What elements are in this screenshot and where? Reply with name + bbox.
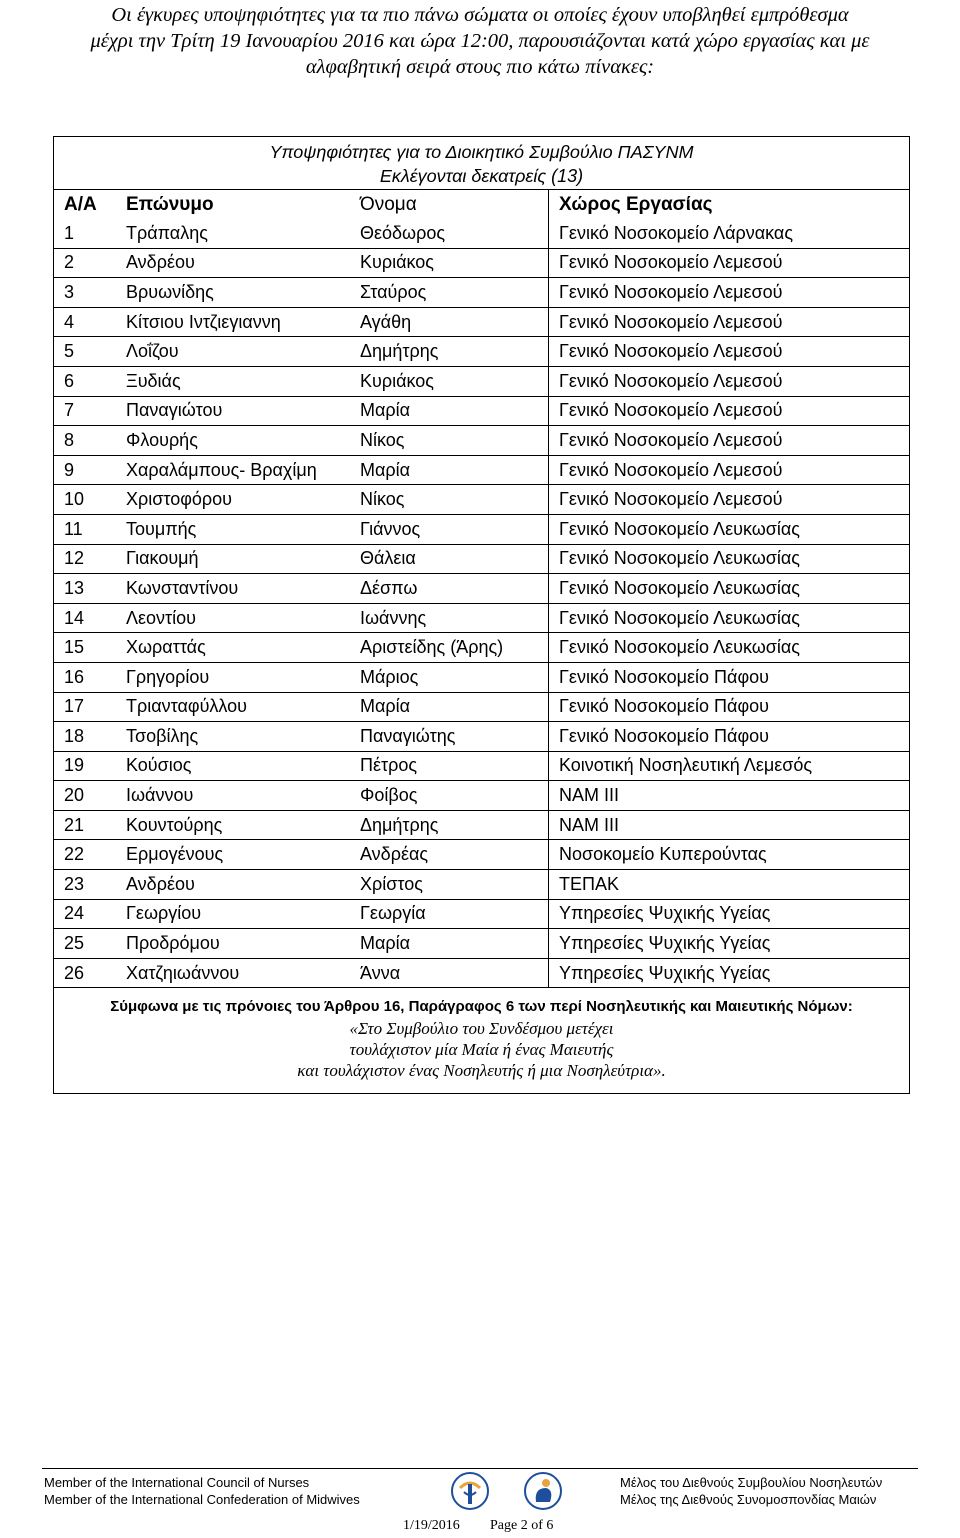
- table-caption: [54, 137, 909, 190]
- row-number: 14: [54, 603, 126, 633]
- row-name: Άννα: [360, 958, 549, 987]
- row-workplace: Γενικό Νοσοκομείο Λεμεσού: [549, 426, 910, 456]
- row-surname: Κωνσταντίνου: [126, 574, 360, 604]
- row-workplace: ΝΑΜ ΙΙΙ: [549, 810, 910, 840]
- table-row: [54, 810, 909, 840]
- row-name: Αγάθη: [360, 307, 549, 337]
- icn-logo-icon: [449, 1470, 491, 1512]
- row-surname: Χατζηιωάννου: [126, 958, 360, 987]
- header-surname: Επώνυμο: [126, 193, 214, 215]
- row-name: Γιάννος: [360, 514, 549, 544]
- row-surname: Κούσιος: [126, 751, 360, 781]
- row-surname: Προδρόμου: [126, 929, 360, 959]
- table-row: [54, 751, 909, 781]
- footer-right: [620, 1474, 882, 1508]
- row-name: Αριστείδης (Άρης): [360, 633, 549, 663]
- row-number: 15: [54, 633, 126, 663]
- row-workplace: Γενικό Νοσοκομείο Λευκωσίας: [549, 544, 910, 574]
- table-row: [54, 248, 909, 278]
- print-date: 1/19/2016: [403, 1518, 460, 1533]
- page-number: Page 2 of 6: [490, 1518, 554, 1533]
- row-name: Δημήτρης: [360, 810, 549, 840]
- row-surname: Χριστοφόρου: [126, 485, 360, 515]
- row-surname: Χωραττάς: [126, 633, 360, 663]
- row-surname: Χαραλάμπους- Βραχίμη: [126, 455, 360, 485]
- row-name: Δημήτρης: [360, 337, 549, 367]
- row-workplace: Γενικό Νοσοκομείο Λευκωσίας: [549, 514, 910, 544]
- row-number: 12: [54, 544, 126, 574]
- law-quote-line-3: και τουλάχιστον ένας Νοσηλευτής ή μια Νοσηλεύτρια».: [297, 1061, 666, 1081]
- row-number: 13: [54, 574, 126, 604]
- row-workplace: Υπηρεσίες Ψυχικής Υγείας: [549, 929, 910, 959]
- row-surname: Τουμπής: [126, 514, 360, 544]
- table-row: [54, 219, 909, 248]
- row-workplace: Κοινοτική Νοσηλευτική Λεμεσός: [549, 751, 910, 781]
- row-name: Μαρία: [360, 455, 549, 485]
- row-surname: Ιωάννου: [126, 781, 360, 811]
- row-name: Μαρία: [360, 692, 549, 722]
- row-number: 3: [54, 278, 126, 308]
- table-body: [54, 219, 909, 987]
- row-surname: Παναγιώτου: [126, 396, 360, 426]
- row-number: 11: [54, 514, 126, 544]
- row-name: Παναγιώτης: [360, 722, 549, 752]
- row-name: Δέσπω: [360, 574, 549, 604]
- row-workplace: Γενικό Νοσοκομείο Λευκωσίας: [549, 574, 910, 604]
- row-name: Μάριος: [360, 662, 549, 692]
- row-workplace: Γενικό Νοσοκομείο Λεμεσού: [549, 366, 910, 396]
- table-row: [54, 929, 909, 959]
- row-number: 9: [54, 455, 126, 485]
- row-workplace: Γενικό Νοσοκομείο Λάρνακας: [549, 219, 910, 248]
- header-workplace: Χώρος Εργασίας: [549, 190, 910, 219]
- row-number: 24: [54, 899, 126, 929]
- row-number: 20: [54, 781, 126, 811]
- table-row: [54, 337, 909, 367]
- table-row: [54, 662, 909, 692]
- row-number: 18: [54, 722, 126, 752]
- table-title: Υποψηφιότητες για το Διοικητικό Συμβούλιο ΠΑΣΥΝΜ: [269, 142, 694, 162]
- row-number: 7: [54, 396, 126, 426]
- row-number: 21: [54, 810, 126, 840]
- footer-left: [44, 1474, 360, 1508]
- table-row: [54, 544, 909, 574]
- row-surname: Ανδρέου: [126, 248, 360, 278]
- row-surname: Λεοντίου: [126, 603, 360, 633]
- table-row: [54, 307, 909, 337]
- row-surname: Λοΐζου: [126, 337, 360, 367]
- row-workplace: Γενικό Νοσοκομείο Λευκωσίας: [549, 603, 910, 633]
- table-row: [54, 426, 909, 456]
- row-workplace: Γενικό Νοσοκομείο Λεμεσού: [549, 337, 910, 367]
- table-row: [54, 840, 909, 870]
- intro-line-1: Οι έγκυρες υποψηφιότητες για τα πιο πάνω σώματα οι οποίες έχουν υποβληθεί εμπρόθεσμα: [111, 4, 849, 26]
- icm-logo-icon: [522, 1470, 564, 1512]
- footer-divider: [42, 1468, 918, 1469]
- row-number: 26: [54, 958, 126, 987]
- row-workplace: ΤΕΠΑΚ: [549, 870, 910, 900]
- row-surname: Κουντούρης: [126, 810, 360, 840]
- table-subtitle: Εκλέγονται δεκατρείς (13): [379, 166, 584, 186]
- row-name: Σταύρος: [360, 278, 549, 308]
- table-row: [54, 692, 909, 722]
- row-name: Θεόδωρος: [360, 222, 446, 243]
- row-workplace: ΝΑΜ ΙΙΙ: [549, 781, 910, 811]
- row-number: 4: [54, 307, 126, 337]
- row-surname: Γρηγορίου: [126, 662, 360, 692]
- table-row: [54, 633, 909, 663]
- row-name: Γεωργία: [360, 899, 549, 929]
- footer-icn-greek: Μέλος του Διεθνούς Συμβουλίου Νοσηλευτών: [620, 1475, 883, 1490]
- row-surname: Βρυωνίδης: [126, 278, 360, 308]
- intro-text: [0, 2, 960, 80]
- header-aa: Α/Α: [64, 193, 97, 215]
- footer-icn: Member of the International Council of Nurses: [44, 1475, 310, 1490]
- row-surname: Ξυδιάς: [126, 366, 360, 396]
- row-number: 5: [54, 337, 126, 367]
- row-number: 22: [54, 840, 126, 870]
- row-workplace: Γενικό Νοσοκομείο Λεμεσού: [549, 455, 910, 485]
- row-name: Θάλεια: [360, 544, 549, 574]
- row-workplace: Γενικό Νοσοκομείο Λεμεσού: [549, 485, 910, 515]
- row-number: 10: [54, 485, 126, 515]
- row-surname: Ερμογένους: [126, 840, 360, 870]
- row-surname: Τριανταφύλλου: [126, 692, 360, 722]
- law-reference: Σύμφωνα με τις πρόνοιες του Άρθρου 16, Παράγραφος 6 των περί Νοσηλευτικής και Μαιευτικής Νόμων:: [110, 998, 853, 1016]
- row-number: 8: [54, 426, 126, 456]
- candidates-table-box: [53, 136, 910, 1094]
- row-workplace: Γενικό Νοσοκομείο Πάφου: [549, 722, 910, 752]
- row-name: Πέτρος: [360, 751, 549, 781]
- row-surname: Γιακουμή: [126, 544, 360, 574]
- row-name: Μαρία: [360, 929, 549, 959]
- table-row: [54, 485, 909, 515]
- table-row: [54, 899, 909, 929]
- table-row: [54, 396, 909, 426]
- law-quote-line-2: τουλάχιστον μία Μαία ή ένας Μαιευτής: [349, 1040, 614, 1060]
- row-workplace: Γενικό Νοσοκομείο Πάφου: [549, 662, 910, 692]
- row-name: Χρίστος: [360, 870, 549, 900]
- row-name: Ανδρέας: [360, 840, 549, 870]
- intro-line-2: μέχρι την Τρίτη 19 Ιανουαρίου 2016 και ώρα 12:00, παρουσιάζονται κατά χώρο εργασίας και με: [90, 30, 870, 52]
- table-row: [54, 603, 909, 633]
- table-row: [54, 514, 909, 544]
- row-name: Νίκος: [360, 426, 549, 456]
- row-name: Κυριάκος: [360, 366, 549, 396]
- footer-icm-greek: Μέλος της Διεθνούς Συνομοσπονδίας Μαιών: [620, 1492, 877, 1507]
- row-surname: Τσοβίλης: [126, 722, 360, 752]
- row-workplace: Γενικό Νοσοκομείο Πάφου: [549, 692, 910, 722]
- row-workplace: Υπηρεσίες Ψυχικής Υγείας: [549, 958, 910, 987]
- footer-icm: Member of the International Confederation of Midwives: [44, 1492, 360, 1507]
- header-name: Όνομα: [360, 193, 417, 215]
- row-surname: Γεωργίου: [126, 899, 360, 929]
- table-row: [54, 278, 909, 308]
- row-number: 1: [64, 222, 75, 243]
- row-number: 6: [54, 366, 126, 396]
- law-note: [54, 987, 909, 1093]
- row-workplace: Γενικό Νοσοκομείο Λεμεσού: [549, 307, 910, 337]
- row-number: 23: [54, 870, 126, 900]
- intro-line-3: αλφαβητική σειρά στους πιο κάτω πίνακες:: [305, 56, 655, 78]
- row-workplace: Γενικό Νοσοκομείο Λεμεσού: [549, 248, 910, 278]
- row-surname: Τράπαλης: [126, 222, 208, 243]
- row-name: Κυριάκος: [360, 248, 549, 278]
- row-surname: Κίτσιου Ιντζιεγιαννη: [126, 307, 360, 337]
- row-name: Ιωάννης: [360, 603, 549, 633]
- table-row: [54, 366, 909, 396]
- row-surname: Ανδρέου: [126, 870, 360, 900]
- row-number: 16: [54, 662, 126, 692]
- table-header-row: [54, 190, 909, 219]
- candidates-table: [54, 190, 909, 987]
- table-row: [54, 722, 909, 752]
- law-quote-line-1: «Στο Συμβούλιο του Συνδέσμου μετέχει: [349, 1019, 614, 1039]
- row-name: Φοίβος: [360, 781, 549, 811]
- row-name: Μαρία: [360, 396, 549, 426]
- row-workplace: Γενικό Νοσοκομείο Λεμεσού: [549, 278, 910, 308]
- row-number: 2: [54, 248, 126, 278]
- row-number: 17: [54, 692, 126, 722]
- row-workplace: Γενικό Νοσοκομείο Λεμεσού: [549, 396, 910, 426]
- row-workplace: Υπηρεσίες Ψυχικής Υγείας: [549, 899, 910, 929]
- row-number: 19: [54, 751, 126, 781]
- row-surname: Φλουρής: [126, 426, 360, 456]
- row-name: Νίκος: [360, 485, 549, 515]
- table-row: [54, 574, 909, 604]
- row-workplace: Γενικό Νοσοκομείο Λευκωσίας: [549, 633, 910, 663]
- row-workplace: Νοσοκομείο Κυπερούντας: [549, 840, 910, 870]
- row-number: 25: [54, 929, 126, 959]
- table-row: [54, 870, 909, 900]
- table-row: [54, 958, 909, 987]
- table-row: [54, 781, 909, 811]
- table-row: [54, 455, 909, 485]
